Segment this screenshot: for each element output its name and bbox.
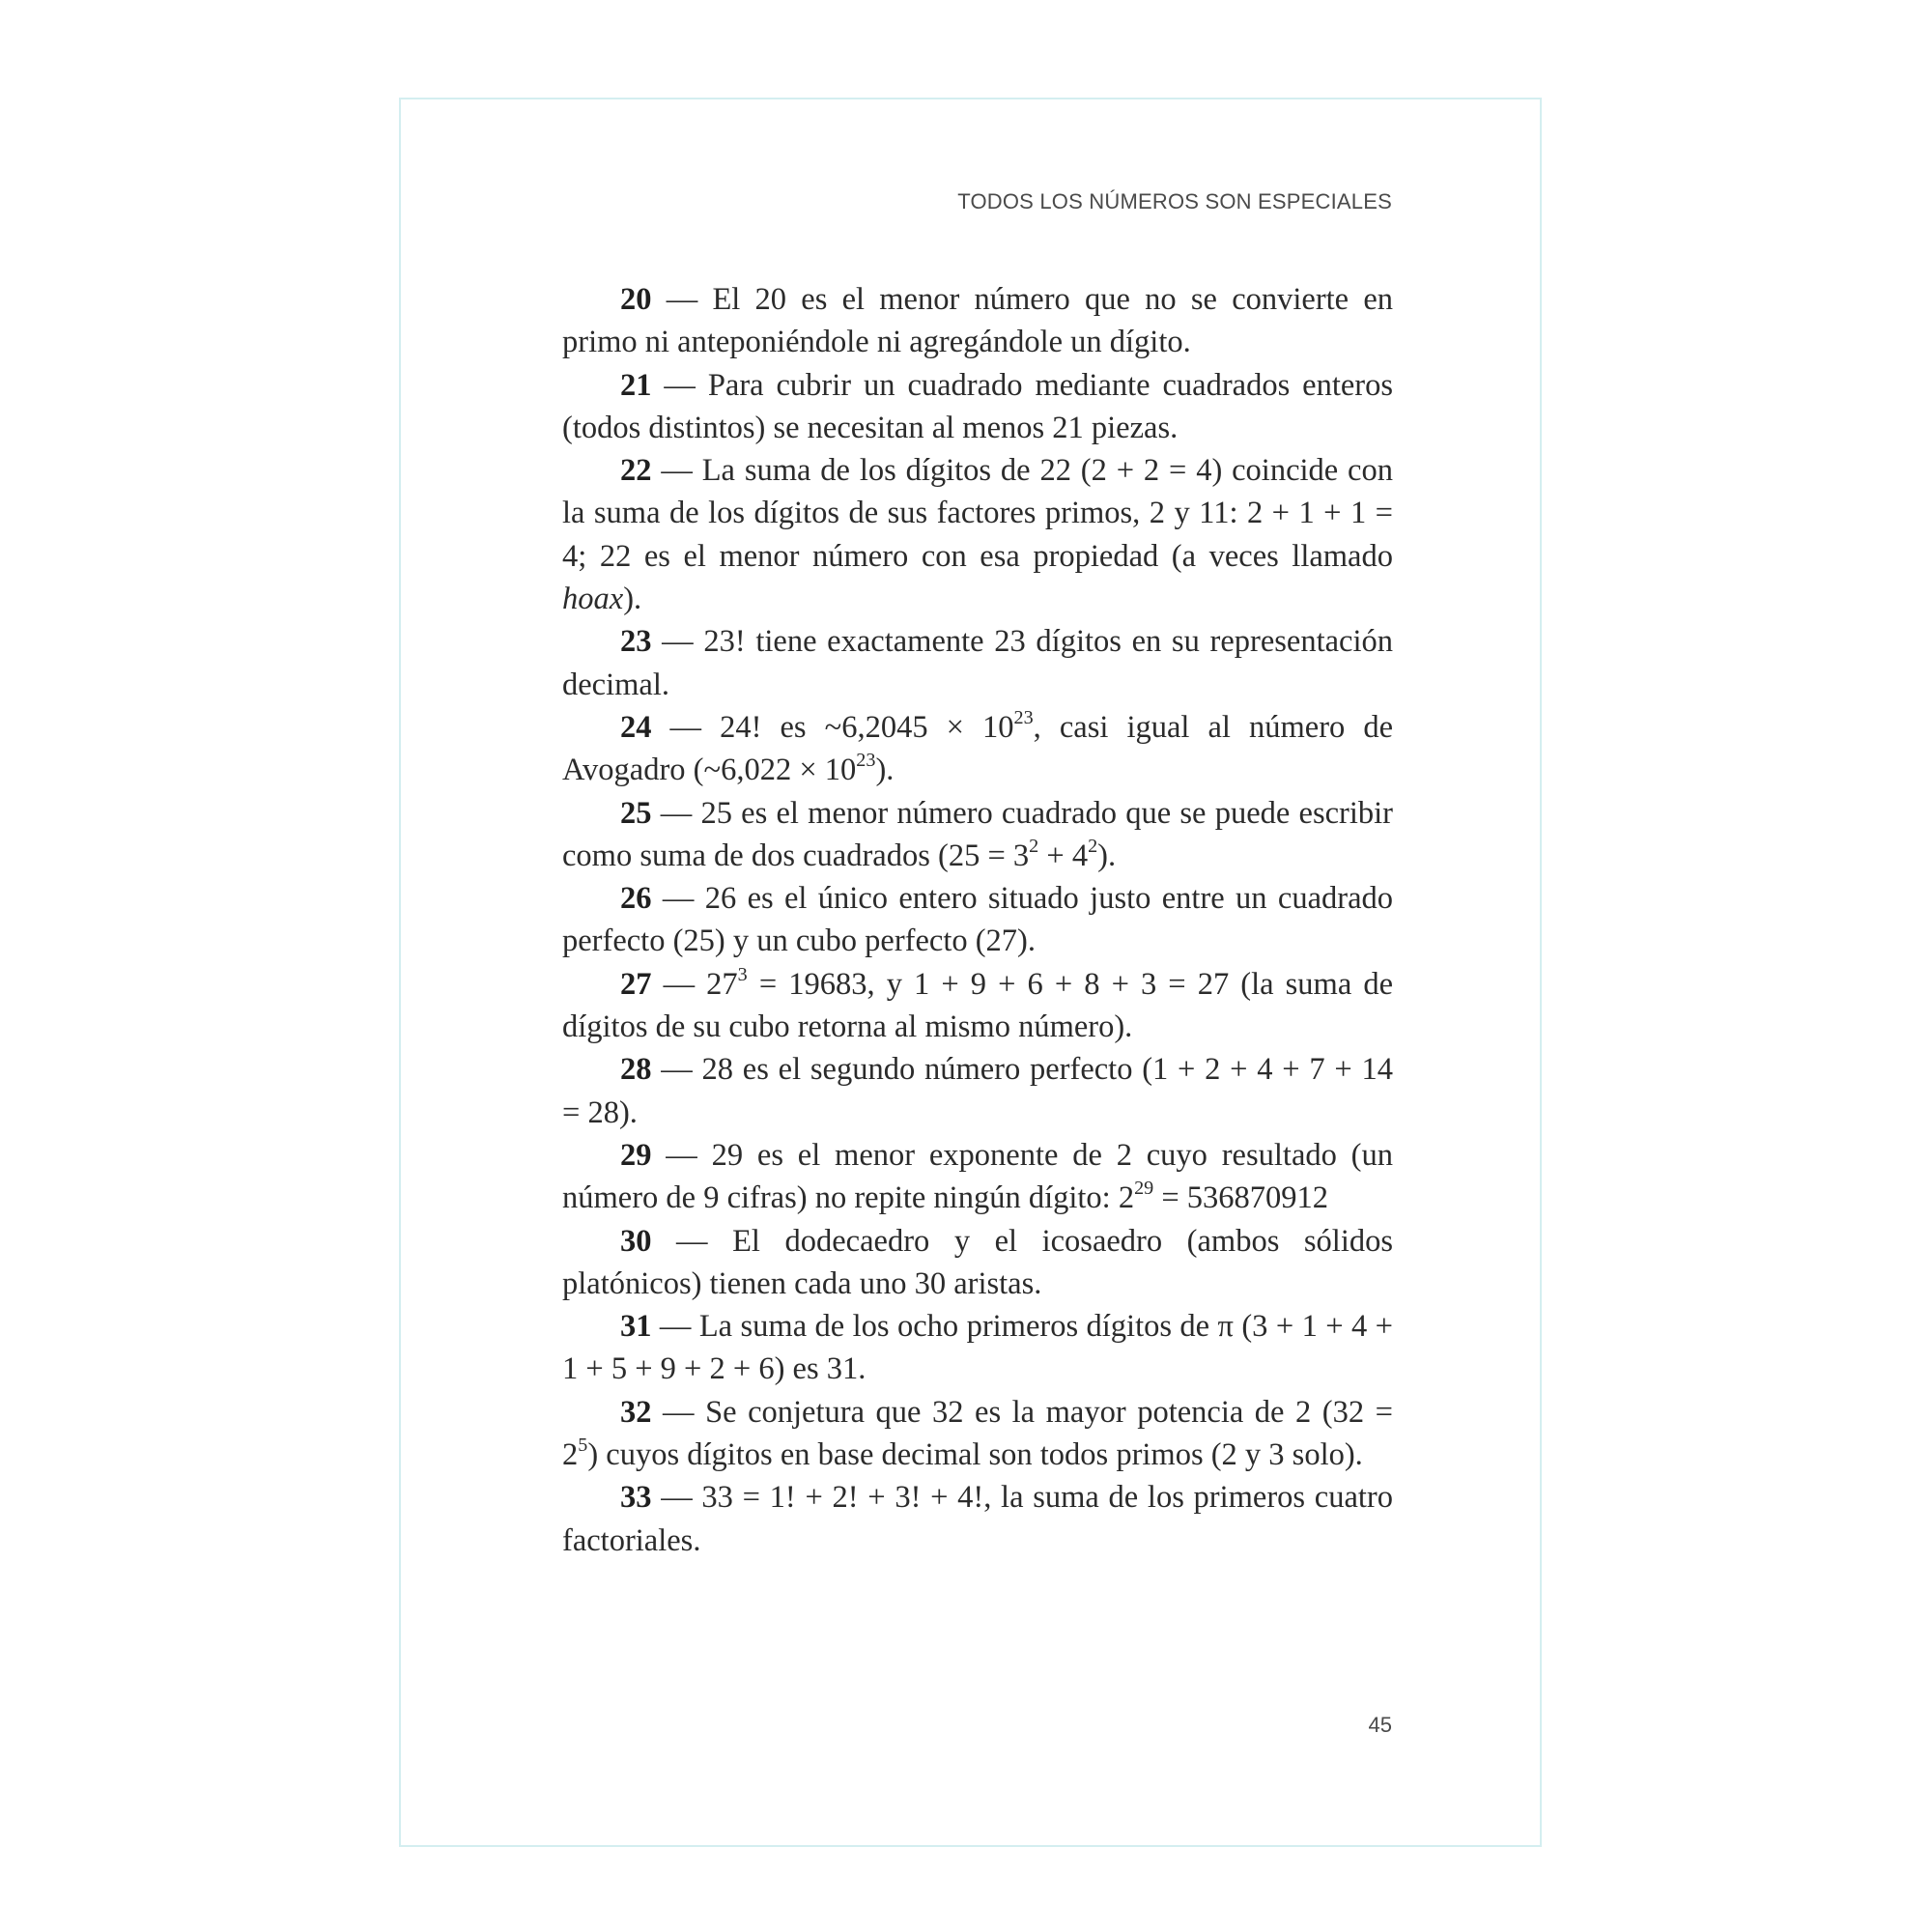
entry-text: ). bbox=[875, 753, 895, 788]
entry-text: = 536870912 bbox=[1153, 1180, 1329, 1216]
entry-number: 23 bbox=[620, 624, 652, 660]
entry-27 bbox=[562, 963, 1393, 1049]
running-header: TODOS LOS NÚMEROS SON ESPECIALES bbox=[957, 189, 1392, 213]
entry-20 bbox=[562, 278, 1393, 364]
entry-21 bbox=[562, 364, 1393, 450]
entry-23 bbox=[562, 620, 1393, 706]
entry-text: — 27 bbox=[651, 966, 738, 1002]
entry-text: ) cuyos dígitos en base decimal son todos primos (2 y 3 solo). bbox=[587, 1437, 1363, 1473]
entry-text: — 23! tiene exactamente 23 dígitos en su representación decimal. bbox=[562, 624, 1393, 702]
entry-text: + 4 bbox=[1038, 838, 1089, 873]
entry-33 bbox=[562, 1476, 1393, 1562]
entry-29 bbox=[562, 1134, 1393, 1220]
entry-number: 22 bbox=[620, 453, 652, 489]
entry-26 bbox=[562, 877, 1393, 963]
entry-number: 31 bbox=[620, 1309, 652, 1345]
entry-22 bbox=[562, 449, 1393, 620]
entry-text: — 28 es el segundo número perfecto (1 + 2 + 4 + 7 + 14 = 28). bbox=[562, 1052, 1393, 1130]
entry-number: 25 bbox=[620, 795, 652, 831]
entry-32 bbox=[562, 1391, 1393, 1477]
superscript: 2 bbox=[1029, 836, 1039, 858]
entry-text: — El dodecaedro y el icosaedro (ambos sólidos platónicos) tienen cada uno 30 aristas. bbox=[562, 1223, 1393, 1301]
entry-number: 28 bbox=[620, 1052, 652, 1088]
entry-text: — 24! es ~6,2045 × 10 bbox=[651, 709, 1014, 745]
superscript: 23 bbox=[1013, 707, 1034, 729]
entry-text-italic: hoax bbox=[562, 582, 624, 617]
entry-number: 21 bbox=[620, 367, 652, 403]
book-page bbox=[399, 98, 1542, 1847]
superscript: 3 bbox=[737, 963, 748, 985]
entry-number: 27 bbox=[620, 966, 652, 1002]
entry-text: ). bbox=[1097, 838, 1117, 873]
page-number: 45 bbox=[1368, 1713, 1392, 1737]
entry-number: 30 bbox=[620, 1223, 652, 1259]
entry-text: — 26 es el único entero situado justo entre un cuadrado perfecto (25) y un cubo perfecto (27). bbox=[562, 881, 1393, 959]
entry-text: — Se conjetura que 32 es la mayor potencia de 2 (32 = 2 bbox=[562, 1394, 1393, 1473]
body-text bbox=[562, 278, 1393, 1562]
entry-text: ). bbox=[623, 582, 642, 617]
entry-text: — Para cubrir un cuadrado mediante cuadrados enteros (todos distintos) se necesitan al menos 21 piezas. bbox=[562, 367, 1393, 445]
entry-text: — La suma de los dígitos de 22 (2 + 2 = 4) coincide con la suma de los dígitos de sus factores primos, 2 y 11: 2 + 1 + 1 = 4; 22 es el menor número con esa propiedad (a veces llamado bbox=[562, 453, 1393, 574]
entry-text: , casi igual al número de Avogadro (~6,022 × 10 bbox=[562, 709, 1393, 788]
entry-text: = 19683, y 1 + 9 + 6 + 8 + 3 = 27 (la suma de dígitos de su cubo retorna al mismo número). bbox=[562, 966, 1394, 1045]
entry-24 bbox=[562, 706, 1393, 792]
entry-text: — La suma de los ocho primeros dígitos de π (3 + 1 + 4 + 1 + 5 + 9 + 2 + 6) es 31. bbox=[562, 1309, 1393, 1387]
superscript: 5 bbox=[578, 1435, 588, 1457]
entry-number: 24 bbox=[620, 709, 652, 745]
entry-number: 32 bbox=[620, 1394, 652, 1430]
entry-28 bbox=[562, 1048, 1393, 1134]
entry-number: 33 bbox=[620, 1480, 652, 1516]
entry-text: — 29 es el menor exponente de 2 cuyo resultado (un número de 9 cifras) no repite ningún dígito: 2 bbox=[562, 1137, 1393, 1216]
entry-number: 26 bbox=[620, 881, 652, 917]
entry-number: 29 bbox=[620, 1137, 652, 1173]
superscript: 2 bbox=[1088, 836, 1098, 858]
entry-text: — El 20 es el menor número que no se convierte en primo ni anteponiéndole ni agregándole un dígito. bbox=[562, 282, 1393, 360]
superscript: 29 bbox=[1134, 1178, 1154, 1200]
entry-25 bbox=[562, 792, 1393, 878]
superscript: 23 bbox=[856, 750, 876, 772]
entry-text: — 25 es el menor número cuadrado que se puede escribir como suma de dos cuadrados (25 = 3 bbox=[562, 795, 1393, 873]
entry-number: 20 bbox=[620, 282, 652, 317]
entry-text: — 33 = 1! + 2! + 3! + 4!, la suma de los primeros cuatro factoriales. bbox=[562, 1480, 1393, 1558]
entry-30 bbox=[562, 1220, 1393, 1306]
entry-31 bbox=[562, 1305, 1393, 1391]
